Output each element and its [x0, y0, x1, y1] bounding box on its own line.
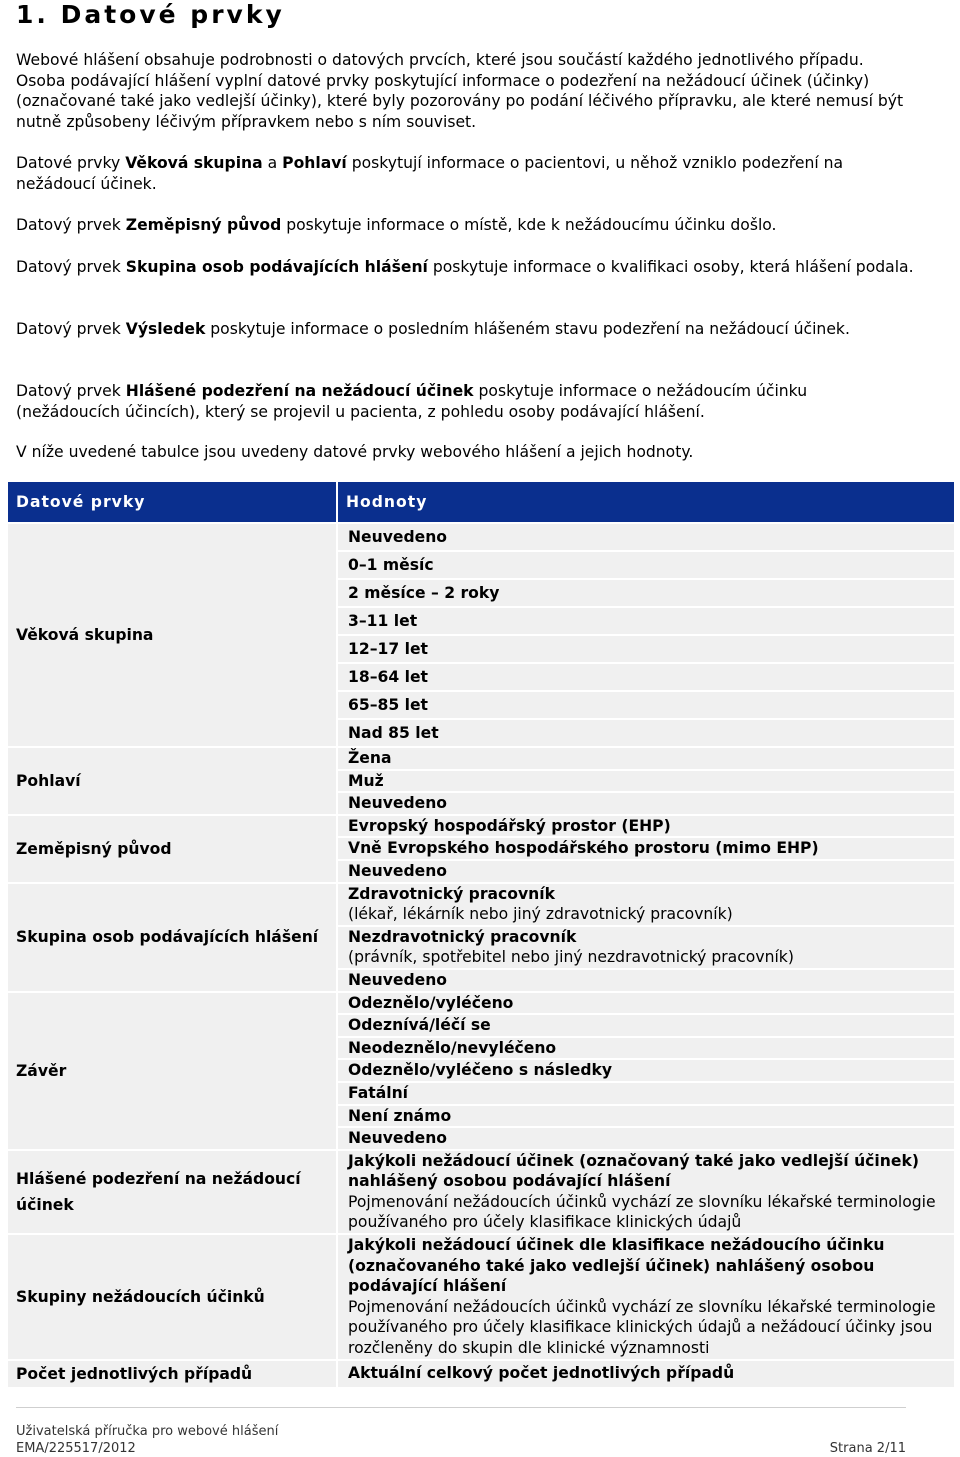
value-item: 3–11 let: [348, 611, 418, 630]
label-reporter-group: Skupina osob podávajících hlášení: [8, 884, 338, 993]
value-item: Fatální: [348, 1083, 409, 1102]
value-item: Neodeznělo/nevyléčeno: [348, 1038, 557, 1057]
value-note: (právník, spotřebitel nebo jiný nezdravotnický pracovník): [348, 948, 794, 967]
value-item: Neuvedeno: [348, 861, 448, 880]
paragraph-outcome: Datový prvek Výsledek poskytuje informace o posledním hlášeném stavu podezření na nežádoucí účinek.: [16, 320, 850, 338]
value-item: 65–85 let: [348, 695, 429, 714]
section-heading: 1. Datové prvky: [16, 0, 285, 29]
paragraph-geo: Datový prvek Zeměpisný původ poskytuje informace o místě, kde k nežádoucímu účinku došlo.: [16, 216, 777, 234]
label-sex: Pohlaví: [8, 748, 338, 816]
value-item: Muž: [348, 771, 384, 790]
table-row-geo: [8, 816, 954, 884]
table-row-age: [8, 524, 954, 748]
value-item: Odeznělo/vyléčeno s následky: [348, 1061, 613, 1080]
footer-divider: [16, 1407, 906, 1408]
value-item: Jakýkoli nežádoucí účinek dle klasifikace nežádoucího účinku (označovaného také jako vedlejší účinek) nahlášený osobou podávající hlášení: [348, 1236, 885, 1296]
column-header-values: Hodnoty: [338, 482, 954, 524]
footer-doc-number: EMA/225517/2012: [16, 1441, 136, 1456]
value-item: Nezdravotnický pracovník: [348, 927, 577, 946]
value-item: 2 měsíce – 2 roky: [348, 583, 500, 602]
table-row-reporter: [8, 884, 954, 993]
value-item: Odeznělo/vyléčeno: [348, 993, 514, 1012]
value-item: Odeznívá/léčí se: [348, 1016, 491, 1035]
value-item: Zdravotnický pracovník: [348, 884, 555, 903]
data-elements-table: [8, 482, 954, 1389]
paragraph-patient: Datové prvky Věková skupina a Pohlaví poskytují informace o pacientovi, u něhož vzniklo podezření na nežádoucí účinek.: [16, 154, 844, 193]
footer-page-number: Strana 2/11: [829, 1441, 906, 1456]
value-item: Neuvedeno: [348, 794, 448, 813]
footer-title: Uživatelská příručka pro webové hlášení: [16, 1424, 279, 1439]
column-header-elements: Datové prvky: [8, 482, 338, 524]
value-item: Neuvedeno: [348, 970, 448, 989]
table-row-sex: [8, 748, 954, 816]
label-reported-reaction: Hlášené podezření na nežádoucí účinek: [8, 1151, 338, 1235]
value-item: Není známo: [348, 1106, 452, 1125]
paragraph-table-intro: V níže uvedené tabulce jsou uvedeny datové prvky webového hlášení a jejich hodnoty.: [16, 443, 694, 461]
label-outcome: Závěr: [8, 993, 338, 1151]
value-item: Nad 85 let: [348, 723, 439, 742]
value-note: Pojmenování nežádoucích účinků vychází ze slovníku lékařské terminologie používaného pro účely klasifikace klinických údajů a nežádoucí účinky jsou rozčleněny do skupin dle klinické významnosti: [348, 1297, 936, 1358]
value-item: 0–1 měsíc: [348, 555, 434, 574]
value-item: Žena: [348, 749, 392, 767]
label-reaction-groups: Skupiny nežádoucích účinků: [8, 1235, 338, 1361]
value-note: Pojmenování nežádoucích účinků vychází ze slovníku lékařské terminologie používaného pro účely klasifikace klinických údajů: [348, 1192, 936, 1232]
value-item: Jakýkoli nežádoucí účinek (označovaný také jako vedlejší účinek) nahlášený osobou podávající hlášení: [348, 1151, 919, 1191]
table-row-outcome: [8, 993, 954, 1151]
value-note: (lékař, lékárník nebo jiný zdravotnický pracovník): [348, 905, 733, 924]
intro-paragraph: Webové hlášení obsahuje podrobnosti o datových prvcích, které jsou součástí každého jednotlivého případu. Osoba podávající hlášení vyplní datové prvky poskytující informace o podezření na nežádoucí účinek (účinky) (označované také jako vedlejší účinky), které byly pozorovány po podání léčivého přípravku, ale které nemusí být nutně způsobeny léčivým přípravkem nebo s ním souviset.: [16, 51, 904, 131]
value-item: Aktuální celkový počet jednotlivých případů: [348, 1364, 735, 1383]
table-row-count: [8, 1361, 954, 1389]
table-row-groups: [8, 1235, 954, 1361]
value-item: 18–64 let: [348, 667, 429, 686]
table-row-reaction: [8, 1151, 954, 1235]
paragraph-reaction: Datový prvek Hlášené podezření na nežádoucí účinek poskytuje informace o nežádoucím účinku (nežádoucích účincích), který se projevil u pacienta, z pohledu osoby podávající hlášení.: [16, 382, 808, 421]
label-age-group: Věková skupina: [8, 524, 338, 748]
label-geo-origin: Zeměpisný původ: [8, 816, 338, 884]
value-item: 12–17 let: [348, 639, 429, 658]
label-case-count: Počet jednotlivých případů: [8, 1361, 338, 1389]
paragraph-reporter: Datový prvek Skupina osob podávajících hlášení poskytuje informace o kvalifikaci osoby, která hlášení podala.: [16, 258, 914, 276]
value-item: Neuvedeno: [348, 1129, 448, 1148]
value-item: Neuvedeno: [348, 527, 448, 546]
value-item: Vně Evropského hospodářského prostoru (mimo EHP): [348, 839, 819, 858]
value-item: Evropský hospodářský prostor (EHP): [348, 816, 671, 835]
